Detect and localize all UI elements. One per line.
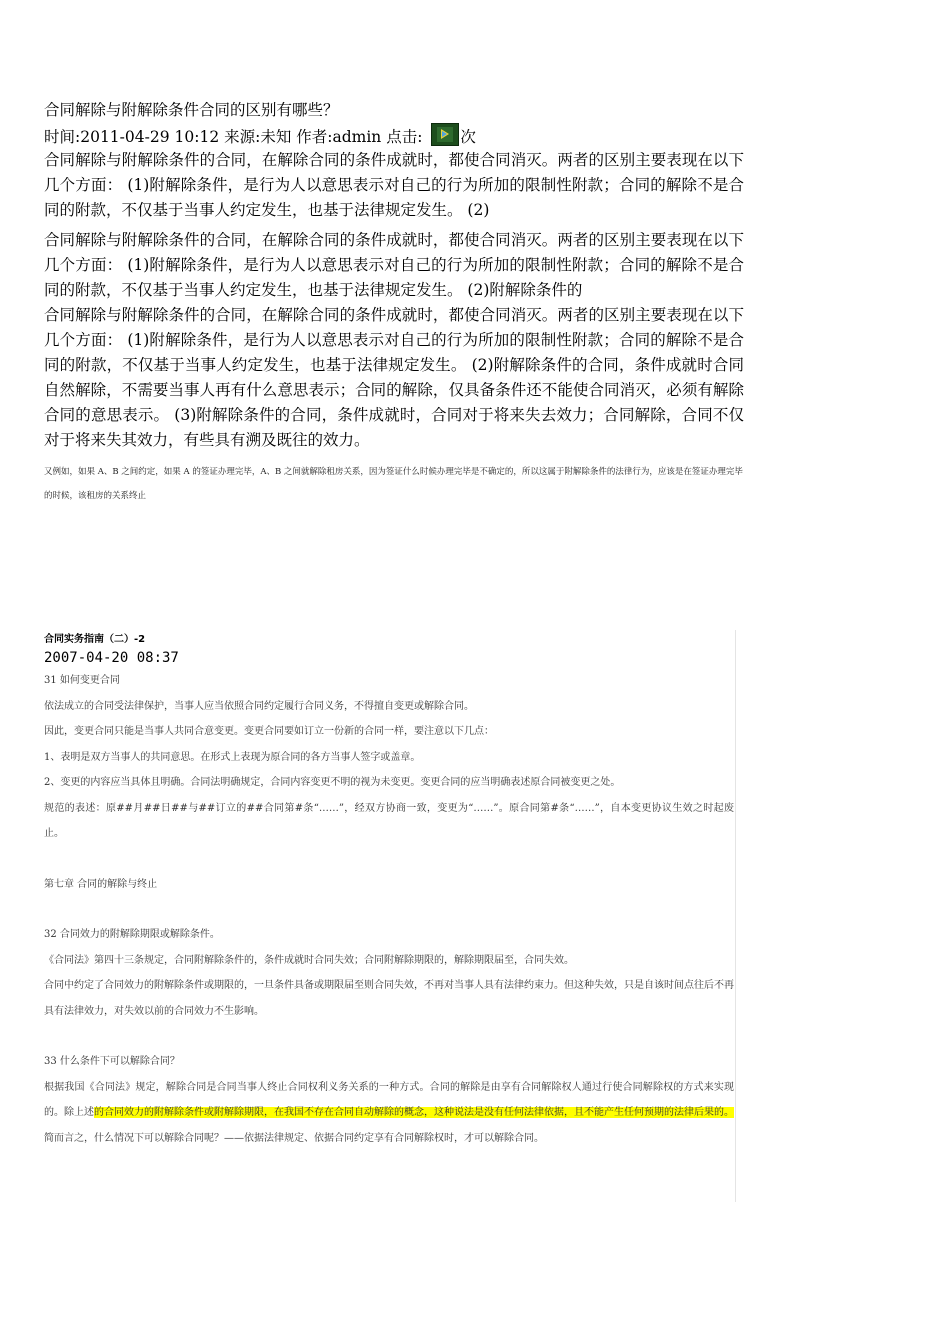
q31-paragraph-1: 依法成立的合同受法律保护，当事人应当依照合同约定履行合同义务，不得擅自变更或解除合同。 <box>44 700 474 712</box>
q31-paragraph-3: 1、表明是双方当事人的共同意思。在形式上表现为原合同的各方当事人签字或盖章。 <box>44 751 421 763</box>
article-paragraph-3: 合同解除与附解除条件的合同，在解除合同的条件成就时，都使合同消灭。两者的区别主要表现在以下几个方面： (1)附解除条件，是行为人以意思表示对自己的行为所加的限制性附款；合同的解除不是合同的附款，不仅基于当事人约定发生，也基于法律规定发生。 (2)附解除条件的合同，条件成就时合同自然解除，不需要当事人再有什么意思表示；合同的解除，仅具备条件还不能使合同消灭，必须有解除合同的意思表示。 (3)附解除条件的合同，条件成就时，合同对于将来失去效力；合同解除，合同不仅对于将来失其效力，有些具有溯及既往的效力。 <box>44 306 744 449</box>
guide-date: 2007-04-20 08:37 <box>44 650 179 666</box>
article-paragraph-1: 合同解除与附解除条件的合同，在解除合同的条件成就时，都使合同消灭。两者的区别主要表现在以下几个方面： (1)附解除条件，是行为人以意思表示对自己的行为所加的限制性附款；合同的解除不是合同的附款，不仅基于当事人约定发生，也基于法律规定发生。 (2) <box>44 151 744 219</box>
article-meta-suffix: 次 <box>460 128 476 146</box>
q33-paragraph-1 <box>44 1075 734 1126</box>
article-meta <box>44 123 744 148</box>
highlighted-text: 的合同效力的附解除条件或附解除期限，在我国不存在合同自动解除的概念，这种说法是没有任何法律依据，且不能产生任何预期的法律后果的。 <box>94 1107 734 1118</box>
article-section <box>44 98 744 508</box>
q32-paragraph-2: 合同中约定了合同效力的附解除条件或期限的，一旦条件具备或期限届至则合同失效，不再对当事人具有法律约束力。但这种失效，只是自该时间点往后不再具有法律效力，对失效以前的合同效力不生影响。 <box>44 980 734 1017</box>
hit-counter-icon <box>431 123 459 146</box>
q33-paragraph-1-text: 根据我国《合同法》规定，解除合同是合同当事人终止合同权利义务关系的一种方式。合同的解除是由享有合同解除权人通过行使合同解除权的方式来实现的。除上述 <box>44 1081 734 1118</box>
q32-paragraph-1: 《合同法》第四十三条规定，合同附解除条件的，条件成就时合同失效；合同附解除期限的，解除期限届至，合同失效。 <box>44 954 574 966</box>
article-meta-info: 时间:2011-04-29 10:12 来源:未知 作者:admin 点击: <box>44 128 428 146</box>
q31-paragraph-4: 2、变更的内容应当具体且明确。合同法明确规定，合同内容变更不明的视为未变更。变更合同的应当明确表述原合同被变更之处。 <box>44 777 621 788</box>
guide-title: 合同实务指南（二）-2 <box>44 634 146 645</box>
q31-paragraph-5: 规范的表述：原##月##日##与##订立的##合同第#条“……”，经双方协商一致，变更为“……”。原合同第#条“……”，自本变更协议生效之时起废止。 <box>44 802 734 839</box>
chapter-7-heading: 第七章 合同的解除与终止 <box>44 878 158 890</box>
article-body <box>44 148 744 453</box>
article-title: 合同解除与附解除条件合同的区别有哪些？ <box>44 101 339 119</box>
q33-paragraph-2: 简而言之，什么情况下可以解除合同呢？——依据法律规定、依据合同约定享有合同解除权时，才可以解除合同。 <box>44 1132 544 1144</box>
q31-paragraph-2: 因此，变更合同只能是当事人共同合意变更。变更合同要如订立一份新的合同一样，要注意以下几点： <box>44 726 494 737</box>
guide-body <box>44 668 734 1151</box>
q32-heading: 32 合同效力的附解除期限或解除条件。 <box>44 929 220 940</box>
guide-section <box>44 632 734 1151</box>
q33-heading: 33 什么条件下可以解除合同？ <box>44 1056 180 1067</box>
vertical-divider <box>735 630 736 1202</box>
article-note: 又例如，如果 A、B 之间约定，如果 A 的签证办理完毕，A、B 之间就解除租房关系，因为签证什么时候办理完毕是不确定的，所以这属于附解除条件的法律行为，应该是在签证办理完毕的时候，该租房的关系终止 <box>44 467 743 501</box>
q31-heading: 31 如何变更合同 <box>44 675 120 686</box>
article-paragraph-2: 合同解除与附解除条件的合同，在解除合同的条件成就时，都使合同消灭。两者的区别主要表现在以下几个方面： (1)附解除条件，是行为人以意思表示对自己的行为所加的限制性附款；合同的解除不是合同的附款，不仅基于当事人约定发生，也基于法律规定发生。 (2)附解除条件的 <box>44 231 744 299</box>
